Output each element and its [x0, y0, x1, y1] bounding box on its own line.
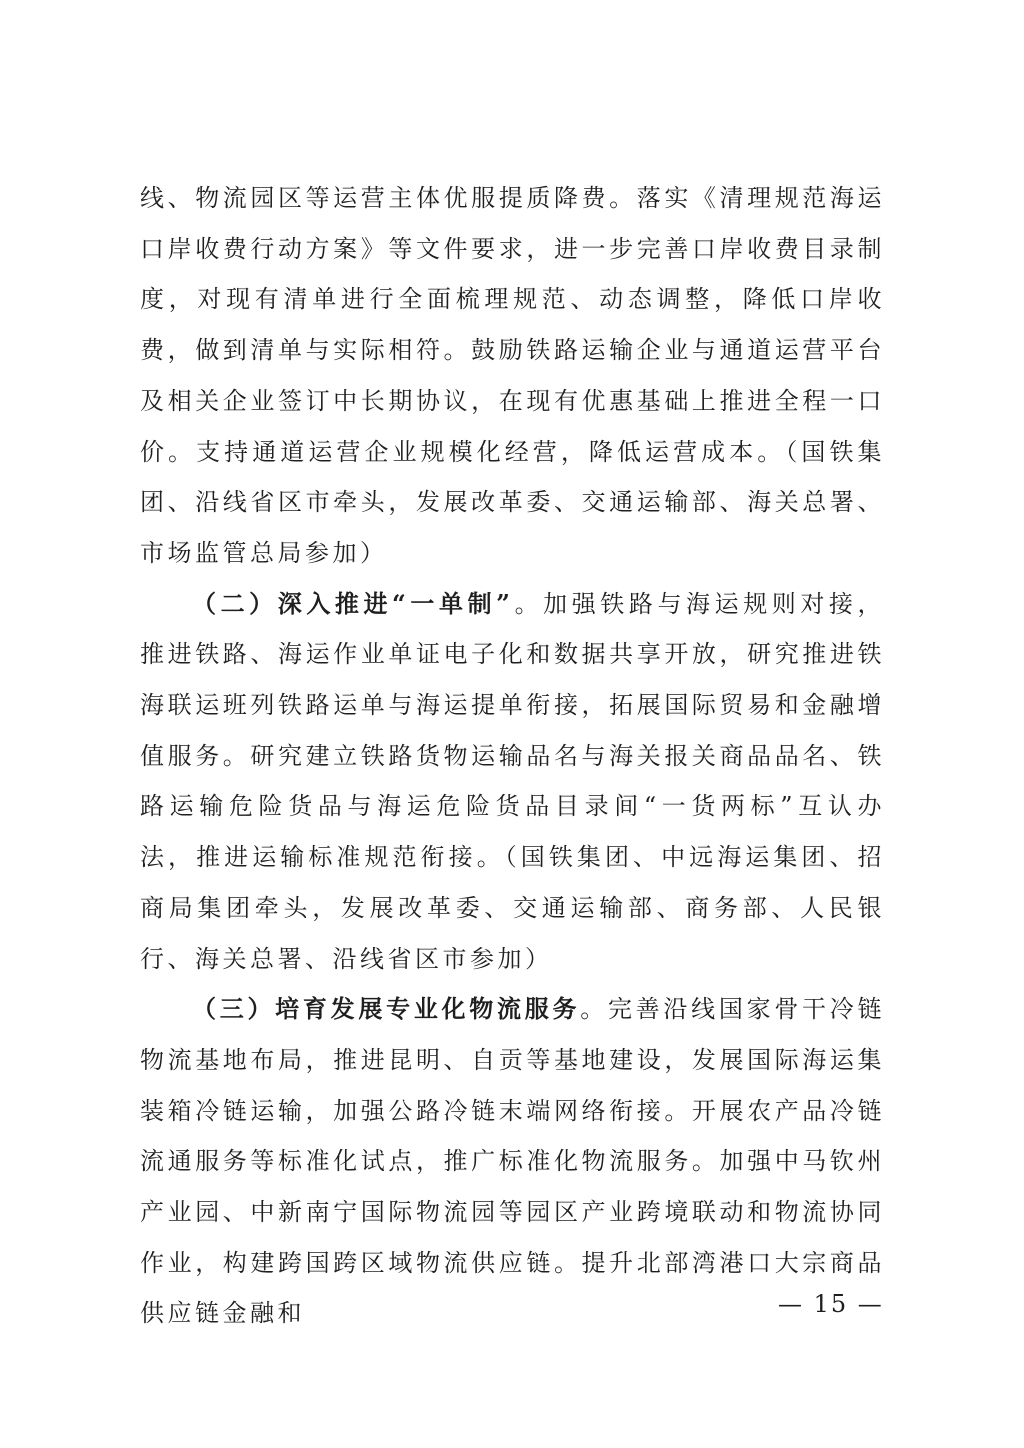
paragraph-2-text: 。加强铁路与海运规则对接，推进铁路、海运作业单证电子化和数据共享开放，研究推进铁海联运班列铁路运单与海运提单衔接，拓展国际贸易和金融增值服务。研究建立铁路货物运输品名与海关报关商品品名、铁路运输危险货品与海运危险货品目录间“一货两标”互认办法，推进运输标准规范衔接。（国铁集团、中远海运集团、招商局集团牵头，发展改革委、交通运输部、商务部、人民银行、海关总署、沿线省区市参加） — [140, 589, 886, 973]
paragraph-3 — [140, 984, 885, 1339]
paragraph-3-text: 。完善沿线国家骨干冷链物流基地布局，推进昆明、自贡等基地建设，发展国际海运集装箱冷链运输，加强公路冷链末端网络衔接。开展农产品冷链流通服务等标准化试点，推广标准化物流服务。加强中马钦州产业园、中新南宁国际物流园等园区产业跨境联动和物流协同作业，构建跨国跨区域物流供应链。提升北部湾港口大宗商品供应链金融和 — [140, 995, 886, 1328]
paragraph-2-heading: （二）深入推进“一单制” — [192, 588, 514, 618]
paragraph-2 — [140, 579, 885, 985]
paragraph-3-heading: （三）培育发展专业化物流服务 — [192, 994, 581, 1024]
paragraph-1-text: 线、物流园区等运营主体优服提质降费。落实《清理规范海运口岸收费行动方案》等文件要求，进一步完善口岸收费目录制度，对现有清单进行全面梳理规范、动态调整，降低口岸收费，做到清单与实际相符。鼓励铁路运输企业与通道运营平台及相关企业签订中长期协议，在现有优惠基础上推进全程一口价。支持通道运营企业规模化经营，降低运营成本。（国铁集团、沿线省区市牵头，发展改革委、交通运输部、海关总署、市场监管总局参加） — [140, 184, 885, 567]
page-number: — 15 — — [778, 1290, 884, 1318]
body-text — [140, 173, 885, 1339]
paragraph-1 — [140, 173, 885, 579]
